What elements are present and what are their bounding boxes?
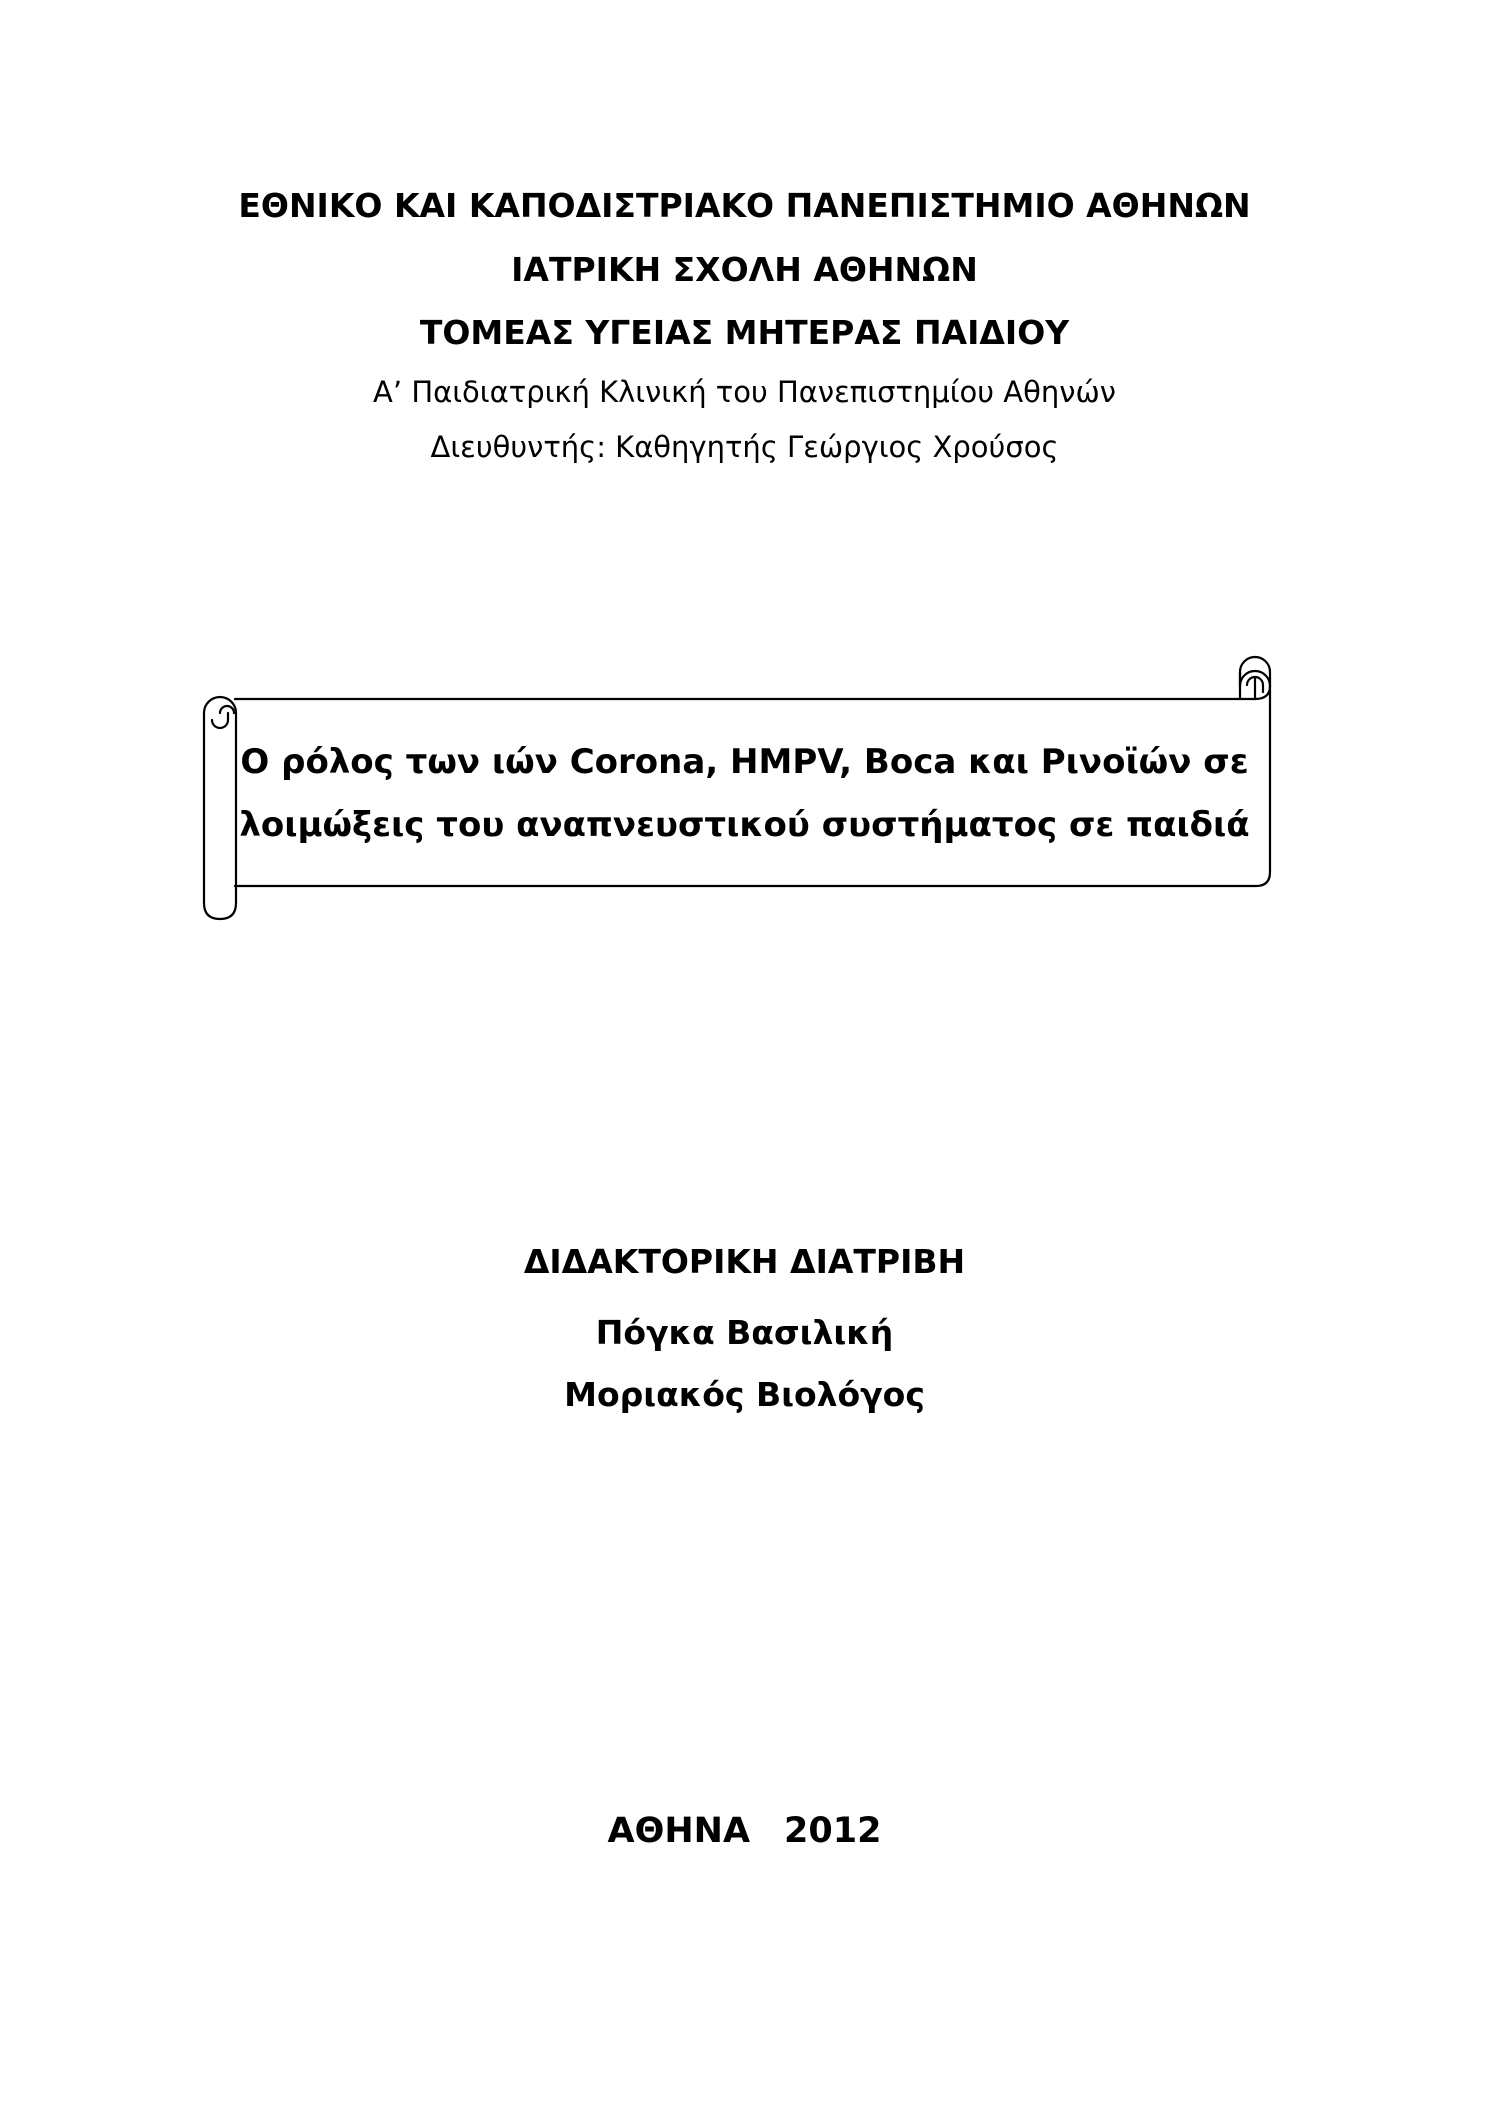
thesis-title-line-2: λοιμώξεις του αναπνευστικού συστήματος σε παιδιά — [239, 805, 1250, 845]
city: ΑΘΗΝΑ — [607, 1811, 751, 1851]
sector-name: ΤΟΜΕΑΣ ΥΓΕΙΑΣ ΜΗΤΕΡΑΣ ΠΑΙΔΙΟΥ — [419, 313, 1070, 352]
year: 2012 — [784, 1811, 882, 1851]
city-year — [0, 1811, 1489, 1851]
thesis-title-line-1: Ο ρόλος των ιών Corona, HMPV, Boca και Ρινοϊών σε — [240, 742, 1249, 782]
author-name: Πόγκα Βασιλική — [595, 1313, 894, 1352]
thesis-type: ΔΙΔΑΚΤΟΡΙΚΗ ΔΙΑΤΡΙΒΗ — [523, 1242, 966, 1281]
director-line: Διευθυντής: Καθηγητής Γεώργιος Χρούσος — [430, 430, 1059, 464]
author-role: Μοριακός Βιολόγος — [564, 1375, 925, 1414]
university-name: ΕΘΝΙΚΟ ΚΑΙ ΚΑΠΟΔΙΣΤΡΙΑΚΟ ΠΑΝΕΠΙΣΤΗΜΙΟ ΑΘΗΝΩΝ — [238, 186, 1251, 225]
clinic-name: Α’ Παιδιατρική Κλινική του Πανεπιστημίου Αθηνών — [373, 375, 1116, 409]
school-name: ΙΑΤΡΙΚΗ ΣΧΟΛΗ ΑΘΗΝΩΝ — [511, 250, 978, 289]
